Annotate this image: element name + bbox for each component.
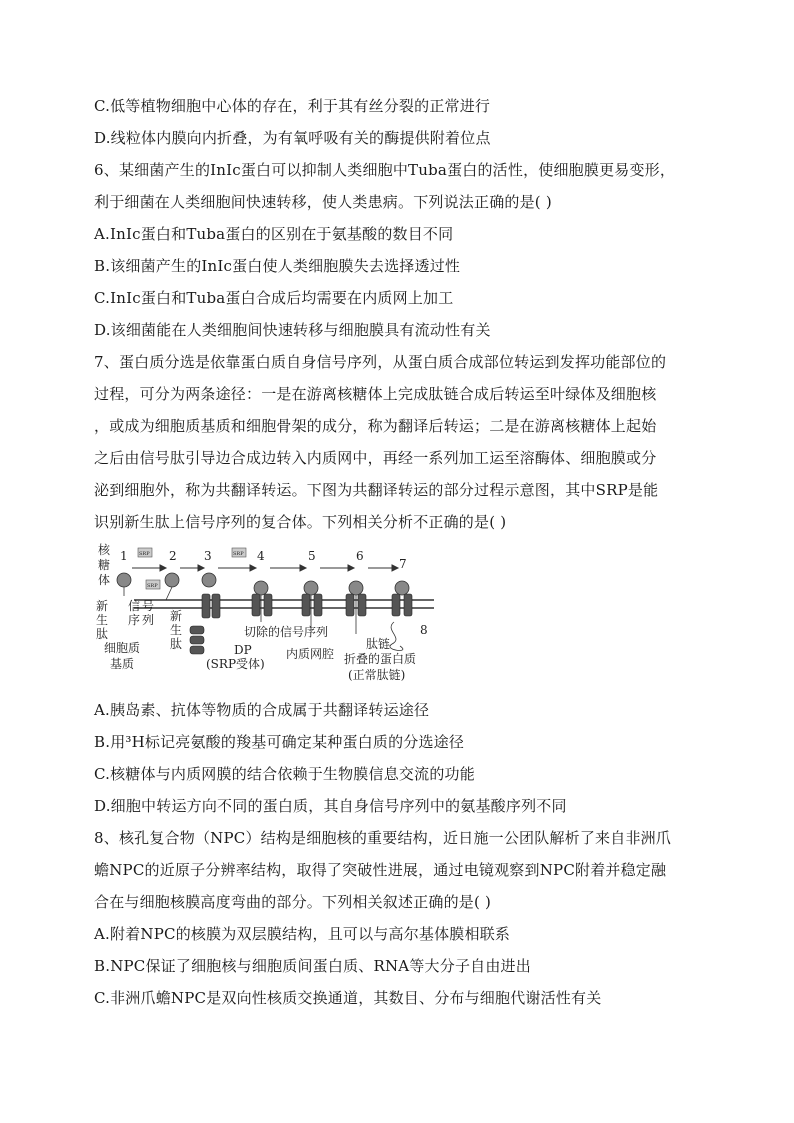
- label-srp-receptor: (SRP受体): [206, 657, 265, 671]
- channel-4b: [264, 594, 272, 616]
- label-er-lumen: 内质网腔: [286, 647, 335, 661]
- question-8-option-c: C.非洲爪蟾NPC是双向性核质交换通道，其数目、分布与细胞代谢活性有关: [94, 989, 602, 1007]
- label-nascent-3: 肽: [96, 627, 109, 641]
- channel-3a: [202, 594, 210, 618]
- label-nascent2-2: 生: [170, 623, 183, 637]
- question-7-option-c: C.核糖体与内质网膜的结合依赖于生物膜信息交流的功能: [94, 765, 475, 783]
- ribosome-5: [304, 581, 318, 595]
- ribosome-1: [117, 573, 131, 587]
- step-6: 6: [356, 549, 364, 563]
- label-nascent2-3: 肽: [170, 637, 183, 651]
- ribosome-6: [349, 581, 363, 595]
- ribosome-2: [165, 573, 179, 587]
- question-7-option-b: B.用³H标记亮氨酸的羧基可确定某种蛋白质的分选途径: [94, 733, 465, 751]
- channel-5a: [302, 594, 310, 616]
- question-8-option-a: A.附着NPC的核膜为双层膜结构，且可以与高尔基体膜相联系: [94, 925, 511, 943]
- co-translational-transport-diagram: [94, 538, 454, 688]
- label-peptide-chain: 肽链: [366, 637, 391, 651]
- question-6-option-c: C.InIc蛋白和Tuba蛋白合成后均需要在内质网上加工: [94, 289, 454, 307]
- dp-receptor-3: [190, 646, 204, 654]
- dp-receptor-1: [190, 626, 204, 634]
- question-6-option-b: B.该细菌产生的InIc蛋白使人类细胞膜失去选择透过性: [94, 257, 461, 275]
- label-cytoplasm-1: 细胞质: [104, 641, 141, 655]
- label-signal-4: 列: [142, 613, 155, 627]
- ribosome-label-1: 核: [98, 543, 111, 557]
- question-8-stem-3: 合在与细胞核膜高度弯曲的部分。下列相关叙述正确的是( ): [94, 893, 492, 911]
- srp-tag-2-text: SRP: [147, 583, 158, 589]
- dp-receptor-2: [190, 636, 204, 644]
- srp-tag-3-text: SRP: [233, 551, 244, 557]
- question-7-option-d: D.细胞中转运方向不同的蛋白质，其自身信号序列中的氨基酸序列不同: [94, 797, 567, 815]
- question-7-stem-5: 泌到细胞外，称为共翻译转运。下图为共翻译转运的部分过程示意图，其中SRP是能: [94, 481, 659, 499]
- question-8-stem: 8、核孔复合物（NPC）结构是细胞核的重要结构，近日施一公团队解析了来自非洲爪: [94, 829, 672, 847]
- folded-protein-curl: [390, 622, 403, 650]
- label-normal-peptide: (正常肽链): [348, 668, 406, 682]
- ribosome-3: [202, 573, 216, 587]
- question-7-stem-3: ，或成为细胞质基质和细胞骨架的成分，称为翻译后转运；二是在游离核糖体上起始: [94, 417, 657, 435]
- question-7-option-a: A.胰岛素、抗体等物质的合成属于共翻译转运途径: [94, 701, 430, 719]
- channel-7a: [392, 594, 400, 616]
- question-7-stem-4: 之后由信号肽引导边合成边转入内质网中，再经一系列加工运至溶酶体、细胞膜或分: [94, 449, 657, 467]
- step-1: 1: [120, 549, 128, 563]
- srp-tag-1-text: SRP: [139, 551, 150, 557]
- question-7-stem-6: 识别新生肽上信号序列的复合体。下列相关分析不正确的是( ): [94, 513, 507, 531]
- question-7-stem-2: 过程，可分为两条途径：一是在游离核糖体上完成肽链合成后转运至叶绿体及细胞核: [94, 385, 657, 403]
- label-nascent-1: 新: [96, 599, 109, 613]
- step-4: 4: [257, 549, 265, 563]
- channel-7b: [404, 594, 412, 616]
- question-8-option-b: B.NPC保证了细胞核与细胞质间蛋白质、RNA等大分子自由进出: [94, 957, 531, 975]
- step-8: 8: [420, 623, 428, 637]
- channel-6b: [358, 594, 366, 616]
- label-nascent2-1: 新: [170, 609, 183, 623]
- peptide-2: [166, 587, 172, 600]
- step-5: 5: [308, 549, 316, 563]
- label-cleaved-signal: 切除的信号序列: [244, 625, 329, 639]
- label-nascent-2: 生: [96, 613, 109, 627]
- channel-3b: [212, 594, 220, 618]
- step-2: 2: [169, 549, 177, 563]
- question-8-stem-2: 蟾NPC的近原子分辨率结构，取得了突破性进展，通过电镜观察到NPC附着并稳定融: [94, 861, 667, 879]
- question-7-stem: 7、蛋白质分选是依靠蛋白质自身信号序列，从蛋白质合成部位转运到发挥功能部位的: [94, 353, 667, 371]
- step-3: 3: [204, 549, 212, 563]
- channel-4a: [252, 594, 260, 616]
- ribosome-label-2: 糖: [98, 558, 111, 572]
- label-cytoplasm-2: 基质: [110, 657, 135, 671]
- question-6-option-d: D.该细菌能在人类细胞间快速转移与细胞膜具有流动性有关: [94, 321, 491, 339]
- question-6-stem: 6、某细菌产生的InIc蛋白可以抑制人类细胞中Tuba蛋白的活性，使细胞膜更易变形，: [94, 161, 676, 179]
- label-signal-1: 信: [128, 599, 141, 613]
- ribosome-7: [395, 581, 409, 595]
- question-6-stem-cont: 利于细菌在人类细胞间快速转移，使人类患病。下列说法正确的是( ): [94, 193, 552, 211]
- channel-5b: [314, 594, 322, 616]
- step-7: 7: [399, 557, 407, 571]
- label-dp: DP: [234, 643, 252, 657]
- channel-6a: [346, 594, 354, 616]
- label-signal-2: 号: [142, 599, 155, 613]
- label-signal-3: 序: [128, 613, 141, 627]
- question-6-option-a: A.InIc蛋白和Tuba蛋白的区别在于氨基酸的数目不同: [94, 225, 454, 243]
- ribosome-label-3: 体: [98, 573, 111, 587]
- label-folded-protein: 折叠的蛋白质: [344, 652, 417, 666]
- option-c-prev: C.低等植物细胞中心体的存在，利于其有丝分裂的正常进行: [94, 97, 491, 115]
- ribosome-4: [254, 581, 268, 595]
- option-d-prev: D.线粒体内膜向内折叠，为有氧呼吸有关的酶提供附着位点: [94, 129, 491, 147]
